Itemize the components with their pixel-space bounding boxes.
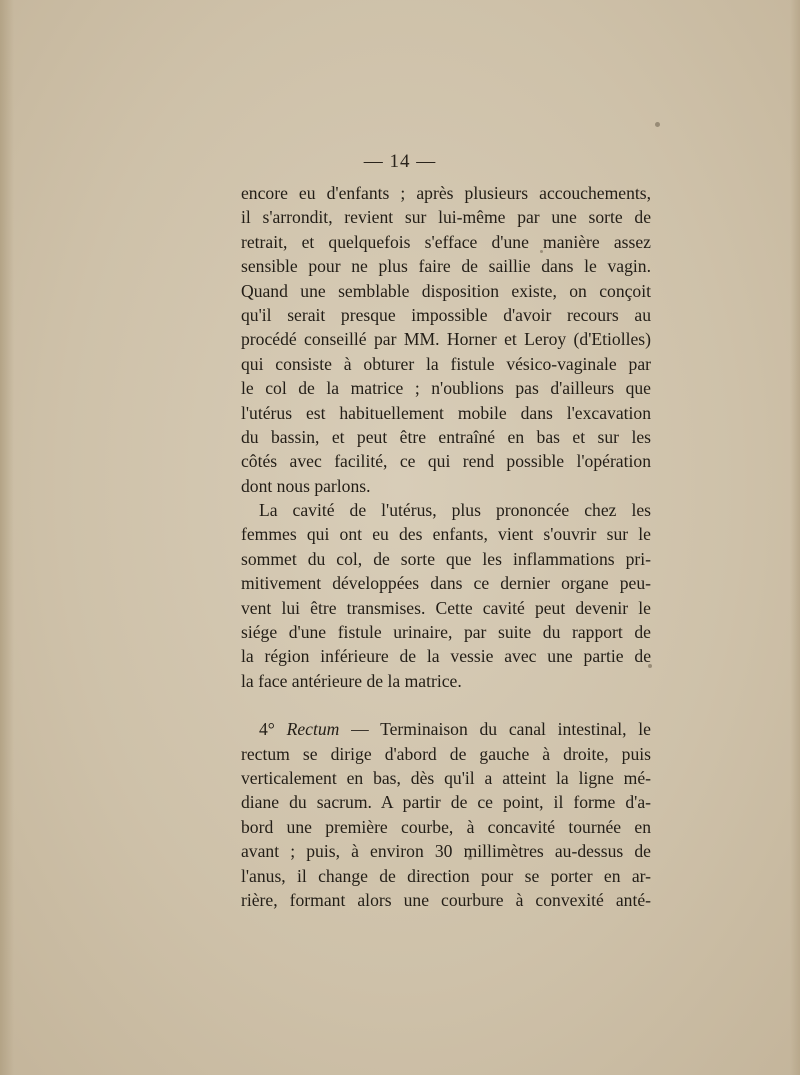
text-line: vent lui être transmises. Cette cavité peut devenir le [241,597,651,618]
text-line: femmes qui ont eu des enfants, vient s'ouvrir sur le [241,524,651,545]
text-line: Quand une semblable disposition existe, on conçoit [241,280,651,301]
text-line: qui consiste à obturer la fistule vésico-vaginale par [241,353,651,374]
text-line: la face antérieure de la matrice. [241,670,462,691]
text-line: bord une première courbe, à concavité tournée en [241,816,651,837]
section-rectum [241,717,651,912]
text-line: La cavité de l'utérus, plus prononcée chez les [259,500,651,521]
text-line: rière, formant alors une courbure à convexité anté- [241,889,651,910]
text-line: diane du sacrum. A partir de ce point, il forme d'a- [241,792,651,813]
text-line: sensible pour ne plus faire de saillie dans le vagin. [241,256,651,277]
paragraph-2 [241,498,651,693]
text-line: dont nous parlons. [241,475,371,496]
text-line: mitivement développées dans ce dernier organe peu- [241,573,651,594]
text-line: sommet du col, de sorte que les inflammations pri- [241,548,651,569]
paper-speck [655,122,660,127]
page-number: — 14 — [363,151,437,172]
body-text [241,181,651,912]
section-gap [241,693,651,717]
section-number: 4° [259,719,275,740]
text-line: l'utérus est habituellement mobile dans l'excavation [241,402,651,423]
text-line: qu'il serait presque impossible d'avoir recours au [241,304,651,325]
text-line: côtés avec facilité, ce qui rend possible l'opération [241,451,651,472]
text-line: encore eu d'enfants ; après plusieurs accouchements, [241,183,651,203]
section-heading-rest: — Terminaison du canal intestinal, le [339,719,651,740]
text-line: avant ; puis, à environ 30 millimètres au-dessus de [241,841,651,862]
text-line: du bassin, et peut être entraîné en bas et sur les [241,426,651,447]
text-line: procédé conseillé par MM. Horner et Leroy (d'Etiolles) [241,329,651,350]
text-line: l'anus, il change de direction pour se porter en ar- [241,865,651,886]
text-line: il s'arrondit, revient sur lui-même par une sorte de [241,207,651,228]
text-line: la région inférieure de la vessie avec une partie de [241,646,651,667]
section-title: Rectum [286,719,340,740]
text-line: siége d'une fistule urinaire, par suite du rapport de [241,622,651,643]
text-line: rectum se dirige d'abord de gauche à droite, puis [241,743,651,764]
paragraph-1 [241,181,651,498]
text-line: verticalement en bas, dès qu'il a atteint la ligne mé- [241,767,651,788]
section-heading-line [241,717,651,741]
text-line: retrait, et quelquefois s'efface d'une manière assez [241,231,651,252]
text-line: le col de la matrice ; n'oublions pas d'ailleurs que [241,378,651,399]
